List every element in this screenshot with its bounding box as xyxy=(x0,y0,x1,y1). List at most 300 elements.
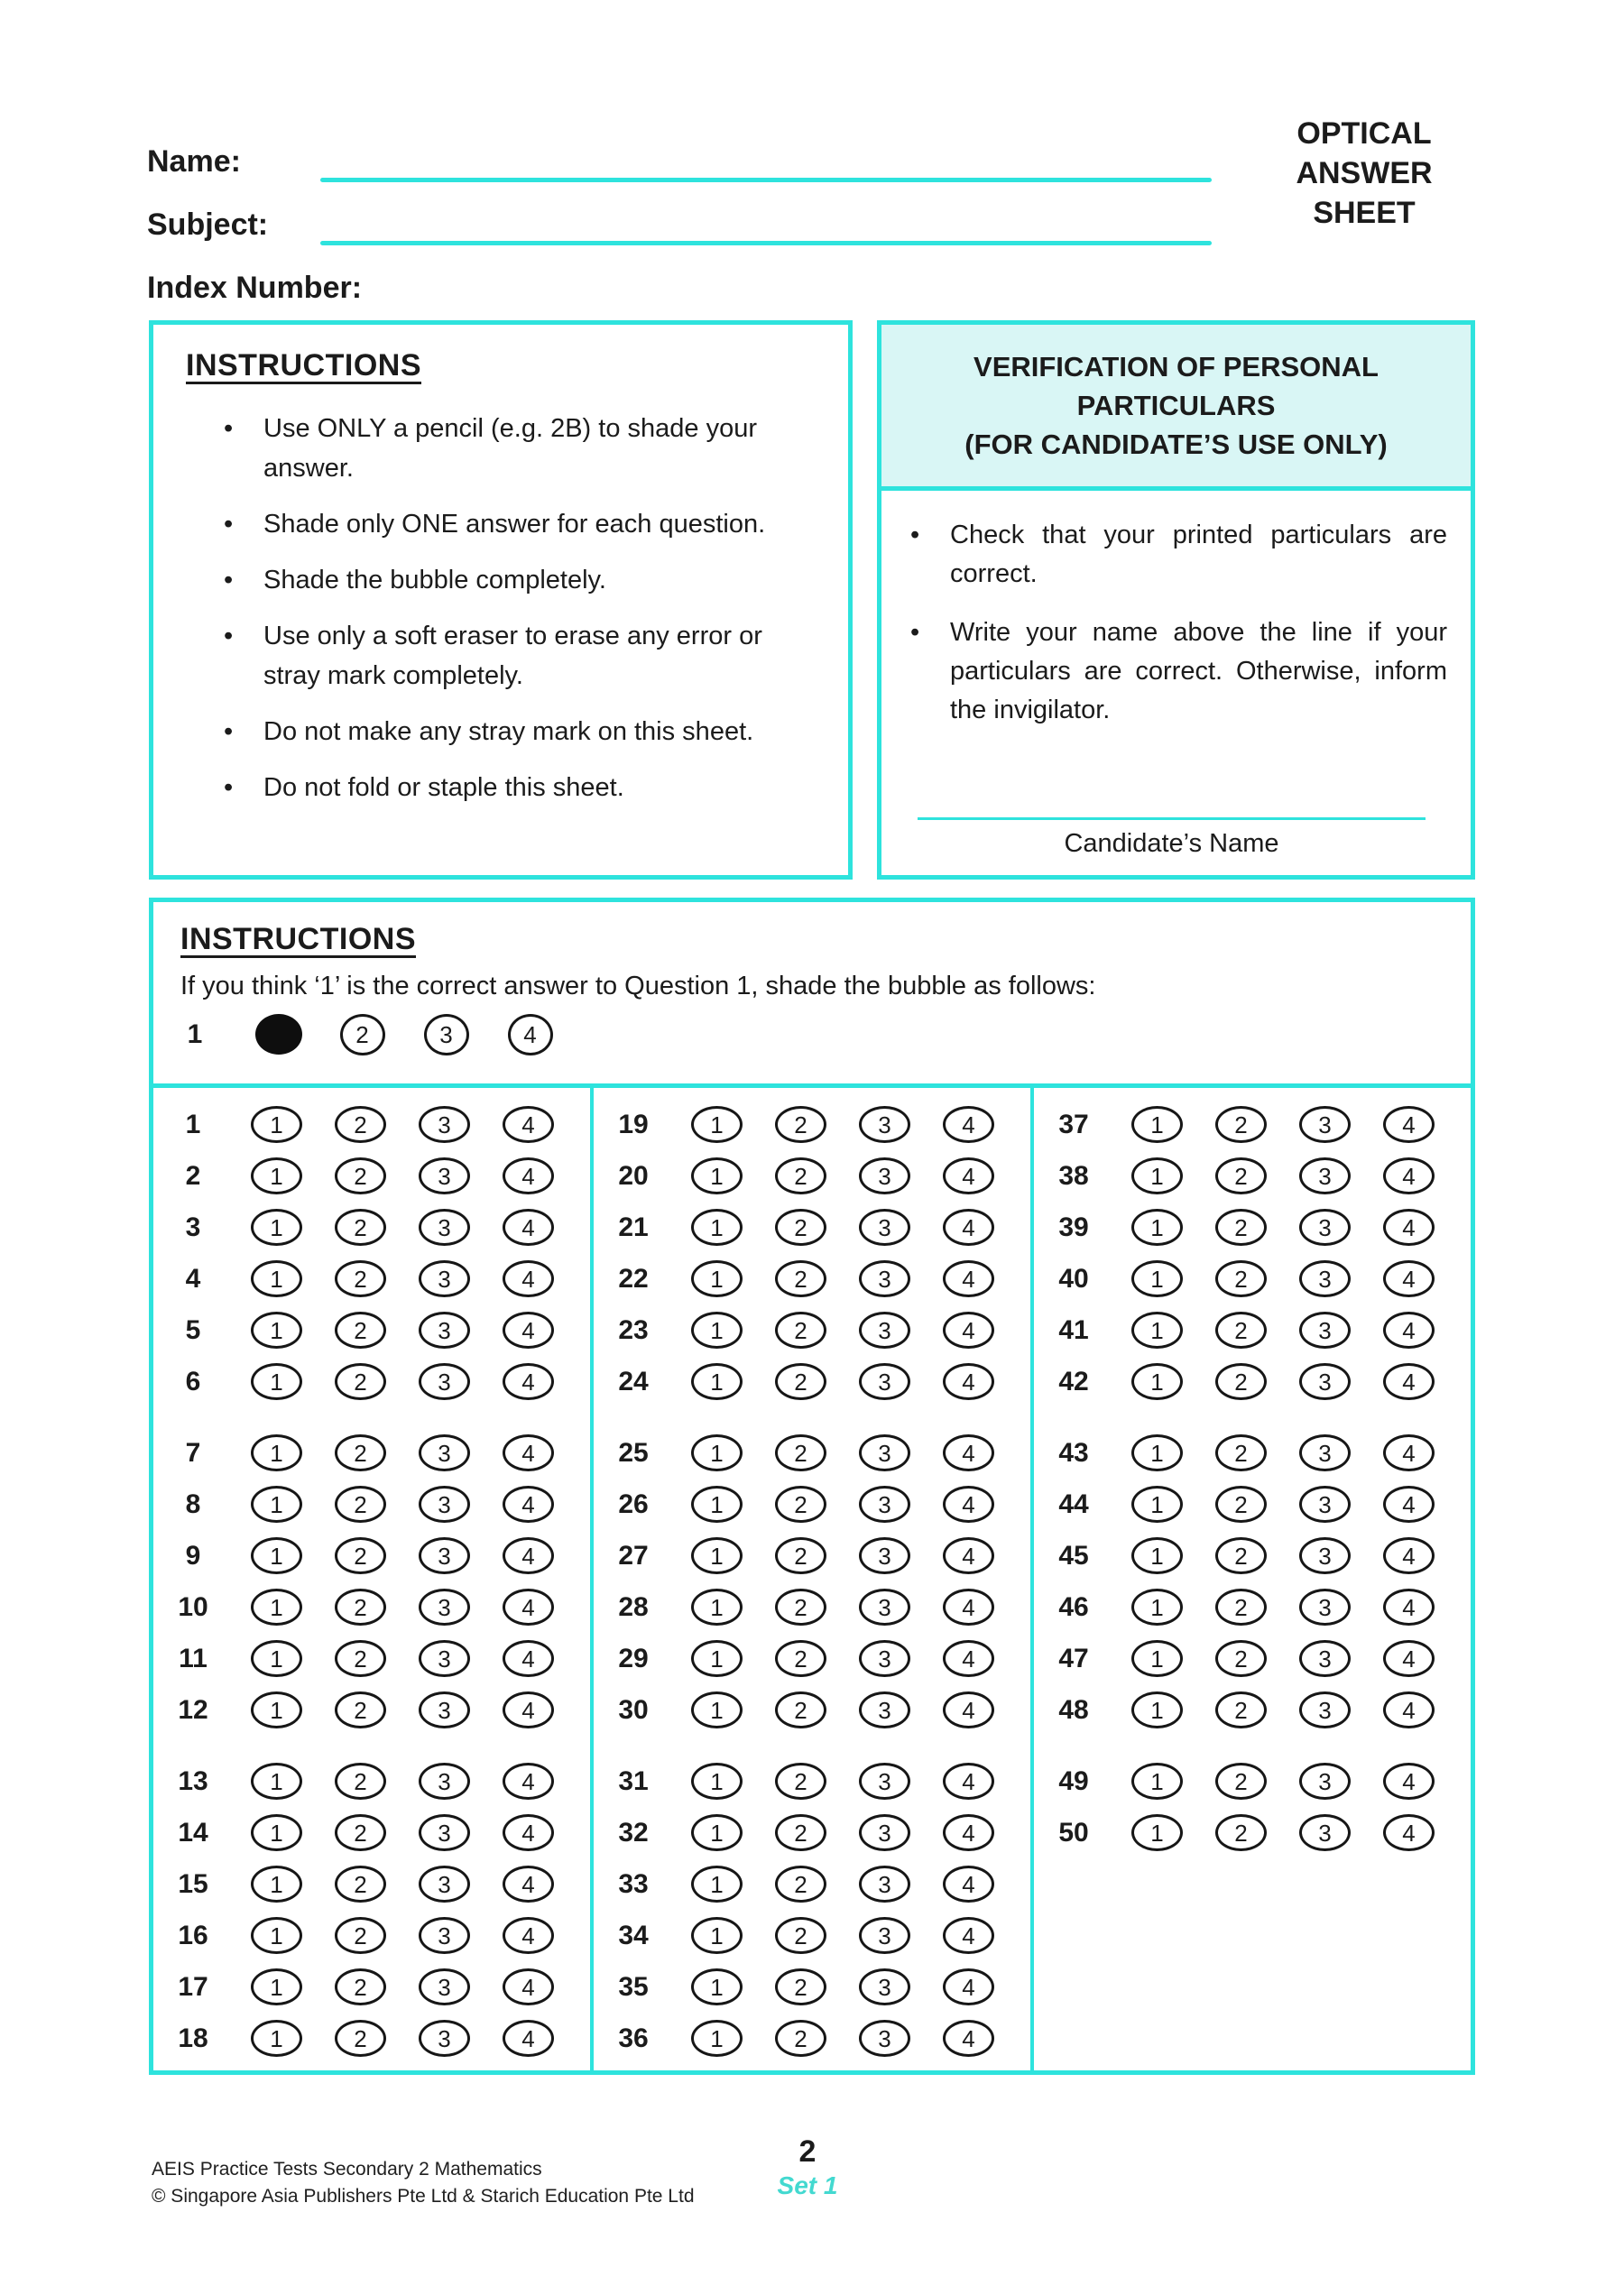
question-number-8: 8 xyxy=(185,1489,201,1519)
verification-title xyxy=(881,325,1471,491)
q39-bubble-option-2[interactable]: 2 xyxy=(1215,1209,1267,1246)
q29-bubble-option-4[interactable]: 4 xyxy=(943,1640,994,1677)
option-cell xyxy=(675,1763,759,1800)
option-cell xyxy=(843,1260,927,1297)
q5-bubble-option-4[interactable]: 4 xyxy=(503,1312,554,1349)
q10-bubble-option-3[interactable]: 3 xyxy=(419,1589,470,1626)
q10-bubble-option-4[interactable]: 4 xyxy=(503,1589,554,1626)
q48-bubble-option-2[interactable]: 2 xyxy=(1215,1691,1267,1728)
q32-bubble-option-2[interactable]: 2 xyxy=(775,1814,826,1851)
q14-bubble-option-4[interactable]: 4 xyxy=(503,1814,554,1851)
q31-bubble-option-2[interactable]: 2 xyxy=(775,1763,826,1800)
q20-bubble-option-1[interactable]: 1 xyxy=(691,1157,743,1194)
q26-bubble-option-2[interactable]: 2 xyxy=(775,1486,826,1523)
q8-bubble-option-4[interactable]: 4 xyxy=(503,1486,554,1523)
question-number-34: 34 xyxy=(618,1920,649,1950)
option-cell xyxy=(318,2020,402,2057)
answer-grid xyxy=(153,1088,1471,2070)
q40-bubble-option-4[interactable]: 4 xyxy=(1383,1260,1435,1297)
q27-bubble-option-4[interactable]: 4 xyxy=(943,1537,994,1574)
q22-bubble-option-1[interactable]: 1 xyxy=(691,1260,743,1297)
question-number-42: 42 xyxy=(1058,1366,1089,1396)
q30-bubble-option-1[interactable]: 1 xyxy=(691,1691,743,1728)
option-cell xyxy=(843,1106,927,1143)
q13-bubble-option-4[interactable]: 4 xyxy=(503,1763,554,1800)
q21-bubble-option-2[interactable]: 2 xyxy=(775,1209,826,1246)
question-number-6: 6 xyxy=(185,1366,201,1396)
question-number-13: 13 xyxy=(178,1765,208,1796)
q16-bubble-option-4[interactable]: 4 xyxy=(503,1917,554,1954)
subject-label: Subject: xyxy=(147,207,269,242)
q16-bubble-option-3[interactable]: 3 xyxy=(419,1917,470,1954)
question-row-16 xyxy=(166,1910,590,1961)
example-row xyxy=(168,1009,1444,1060)
q11-bubble-option-2[interactable]: 2 xyxy=(335,1640,386,1677)
q29-bubble-option-1[interactable]: 1 xyxy=(691,1640,743,1677)
q18-bubble-option-1[interactable]: 1 xyxy=(251,2020,302,2057)
q6-bubble-option-1[interactable]: 1 xyxy=(251,1363,302,1400)
option-cell xyxy=(759,1106,843,1143)
q2-bubble-option-1[interactable]: 1 xyxy=(251,1157,302,1194)
option-cell xyxy=(1115,1589,1199,1626)
q4-bubble-option-3[interactable]: 3 xyxy=(419,1260,470,1297)
q5-bubble-option-2[interactable]: 2 xyxy=(335,1312,386,1349)
option-cell xyxy=(486,1363,570,1400)
q25-bubble-option-1[interactable]: 1 xyxy=(691,1434,743,1471)
q36-bubble-option-3[interactable]: 3 xyxy=(859,2020,910,2057)
option-cell xyxy=(927,1157,1010,1194)
q12-bubble-option-3[interactable]: 3 xyxy=(419,1691,470,1728)
q15-bubble-option-4[interactable]: 4 xyxy=(503,1866,554,1903)
option-cell xyxy=(402,1814,486,1851)
option-cell xyxy=(1199,1486,1283,1523)
q46-bubble-option-4[interactable]: 4 xyxy=(1383,1589,1435,1626)
q30-bubble-option-2[interactable]: 2 xyxy=(775,1691,826,1728)
q14-bubble-option-3[interactable]: 3 xyxy=(419,1814,470,1851)
q13-bubble-option-3[interactable]: 3 xyxy=(419,1763,470,1800)
q34-bubble-option-1[interactable]: 1 xyxy=(691,1917,743,1954)
option-cell xyxy=(1283,1486,1367,1523)
q20-bubble-option-4[interactable]: 4 xyxy=(943,1157,994,1194)
q41-bubble-option-1[interactable]: 1 xyxy=(1131,1312,1183,1349)
q20-bubble-option-3[interactable]: 3 xyxy=(859,1157,910,1194)
option-cell xyxy=(486,1917,570,1954)
q49-bubble-option-3[interactable]: 3 xyxy=(1299,1763,1351,1800)
q4-bubble-option-1[interactable]: 1 xyxy=(251,1260,302,1297)
q28-bubble-option-4[interactable]: 4 xyxy=(943,1589,994,1626)
q30-bubble-option-3[interactable]: 3 xyxy=(859,1691,910,1728)
q28-bubble-option-1[interactable]: 1 xyxy=(691,1589,743,1626)
q24-bubble-option-4[interactable]: 4 xyxy=(943,1363,994,1400)
question-number-35: 35 xyxy=(618,1971,649,2002)
q12-bubble-option-4[interactable]: 4 xyxy=(503,1691,554,1728)
answer-grid-column-2 xyxy=(590,1088,1030,2070)
q8-bubble-option-3[interactable]: 3 xyxy=(419,1486,470,1523)
question-number-25: 25 xyxy=(618,1437,649,1468)
q24-bubble-option-1[interactable]: 1 xyxy=(691,1363,743,1400)
q24-bubble-option-2[interactable]: 2 xyxy=(775,1363,826,1400)
q42-bubble-option-3[interactable]: 3 xyxy=(1299,1363,1351,1400)
bullet-marker: • xyxy=(224,566,234,594)
q18-bubble-option-2[interactable]: 2 xyxy=(335,2020,386,2057)
q26-bubble-option-1[interactable]: 1 xyxy=(691,1486,743,1523)
q28-bubble-option-3[interactable]: 3 xyxy=(859,1589,910,1626)
question-row-12 xyxy=(166,1684,590,1736)
q25-bubble-option-3[interactable]: 3 xyxy=(859,1434,910,1471)
q10-bubble-option-2[interactable]: 2 xyxy=(335,1589,386,1626)
q47-bubble-option-1[interactable]: 1 xyxy=(1131,1640,1183,1677)
question-row-6 xyxy=(166,1356,590,1407)
footer-credits xyxy=(152,2156,695,2210)
q4-bubble-option-2[interactable]: 2 xyxy=(335,1260,386,1297)
q33-bubble-option-1[interactable]: 1 xyxy=(691,1866,743,1903)
q23-bubble-option-1[interactable]: 1 xyxy=(691,1312,743,1349)
option-cell xyxy=(1199,1260,1283,1297)
q46-bubble-option-1[interactable]: 1 xyxy=(1131,1589,1183,1626)
question-row-28 xyxy=(606,1581,1030,1633)
q19-bubble-option-2[interactable]: 2 xyxy=(775,1106,826,1143)
q49-bubble-option-4[interactable]: 4 xyxy=(1383,1763,1435,1800)
q35-bubble-option-4[interactable]: 4 xyxy=(943,1968,994,2005)
q44-bubble-option-3[interactable]: 3 xyxy=(1299,1486,1351,1523)
q3-bubble-option-4[interactable]: 4 xyxy=(503,1209,554,1246)
question-row-26 xyxy=(606,1479,1030,1530)
q35-bubble-option-3[interactable]: 3 xyxy=(859,1968,910,2005)
q31-bubble-option-1[interactable]: 1 xyxy=(691,1763,743,1800)
option-cell xyxy=(759,1434,843,1471)
question-group-3-1 xyxy=(1047,1099,1471,1407)
q49-bubble-option-1[interactable]: 1 xyxy=(1131,1763,1183,1800)
question-group-2-1 xyxy=(606,1099,1030,1407)
q40-bubble-option-1[interactable]: 1 xyxy=(1131,1260,1183,1297)
option-cell xyxy=(486,1486,570,1523)
option-cell xyxy=(1283,1106,1367,1143)
q14-bubble-option-1[interactable]: 1 xyxy=(251,1814,302,1851)
q6-bubble-option-3[interactable]: 3 xyxy=(419,1363,470,1400)
q3-bubble-option-3[interactable]: 3 xyxy=(419,1209,470,1246)
q27-bubble-option-3[interactable]: 3 xyxy=(859,1537,910,1574)
q34-bubble-option-2[interactable]: 2 xyxy=(775,1917,826,1954)
q2-bubble-option-3[interactable]: 3 xyxy=(419,1157,470,1194)
q14-bubble-option-2[interactable]: 2 xyxy=(335,1814,386,1851)
q39-bubble-option-4[interactable]: 4 xyxy=(1383,1209,1435,1246)
q9-bubble-option-1[interactable]: 1 xyxy=(251,1537,302,1574)
option-cell xyxy=(1115,1763,1199,1800)
q27-bubble-option-1[interactable]: 1 xyxy=(691,1537,743,1574)
q29-bubble-option-2[interactable]: 2 xyxy=(775,1640,826,1677)
q33-bubble-option-3[interactable]: 3 xyxy=(859,1866,910,1903)
option-cell xyxy=(927,1434,1010,1471)
q40-bubble-option-3[interactable]: 3 xyxy=(1299,1260,1351,1297)
q50-bubble-option-3[interactable]: 3 xyxy=(1299,1814,1351,1851)
q37-bubble-option-1[interactable]: 1 xyxy=(1131,1106,1183,1143)
q39-bubble-option-1[interactable]: 1 xyxy=(1131,1209,1183,1246)
set-label: Set 1 xyxy=(777,2171,838,2199)
q1-bubble-option-4[interactable]: 4 xyxy=(503,1106,554,1143)
q29-bubble-option-3[interactable]: 3 xyxy=(859,1640,910,1677)
q47-bubble-option-3[interactable]: 3 xyxy=(1299,1640,1351,1677)
q45-bubble-option-4[interactable]: 4 xyxy=(1383,1537,1435,1574)
question-number-11: 11 xyxy=(179,1643,208,1673)
q34-bubble-option-4[interactable]: 4 xyxy=(943,1917,994,1954)
q6-bubble-option-2[interactable]: 2 xyxy=(335,1363,386,1400)
footer-page-info xyxy=(722,2134,893,2200)
q48-bubble-option-3[interactable]: 3 xyxy=(1299,1691,1351,1728)
option-cell xyxy=(486,1640,570,1677)
q28-bubble-option-2[interactable]: 2 xyxy=(775,1589,826,1626)
q26-bubble-option-4[interactable]: 4 xyxy=(943,1486,994,1523)
q36-bubble-option-4[interactable]: 4 xyxy=(943,2020,994,2057)
option-cell xyxy=(402,1363,486,1400)
q5-bubble-option-1[interactable]: 1 xyxy=(251,1312,302,1349)
option-cell xyxy=(675,1866,759,1903)
q34-bubble-option-3[interactable]: 3 xyxy=(859,1917,910,1954)
q16-bubble-option-1[interactable]: 1 xyxy=(251,1917,302,1954)
instruction-bullet-text-3: Shade the bubble completely. xyxy=(263,566,606,594)
q36-bubble-option-2[interactable]: 2 xyxy=(775,2020,826,2057)
option-cell xyxy=(1115,1814,1199,1851)
q37-bubble-option-3[interactable]: 3 xyxy=(1299,1106,1351,1143)
q37-bubble-option-2[interactable]: 2 xyxy=(1215,1106,1267,1143)
q48-bubble-option-1[interactable]: 1 xyxy=(1131,1691,1183,1728)
q43-bubble-option-4[interactable]: 4 xyxy=(1383,1434,1435,1471)
option-cell xyxy=(1367,1312,1451,1349)
question-number-46: 46 xyxy=(1058,1591,1089,1622)
option-cell xyxy=(843,1691,927,1728)
q15-bubble-option-3[interactable]: 3 xyxy=(419,1866,470,1903)
q50-bubble-option-2[interactable]: 2 xyxy=(1215,1814,1267,1851)
q27-bubble-option-2[interactable]: 2 xyxy=(775,1537,826,1574)
q45-bubble-option-3[interactable]: 3 xyxy=(1299,1537,1351,1574)
q39-bubble-option-3[interactable]: 3 xyxy=(1299,1209,1351,1246)
q23-bubble-option-2[interactable]: 2 xyxy=(775,1312,826,1349)
q15-bubble-option-1[interactable]: 1 xyxy=(251,1866,302,1903)
subject-input-line[interactable] xyxy=(320,241,1212,245)
option-cell xyxy=(675,1363,759,1400)
q35-bubble-option-1[interactable]: 1 xyxy=(691,1968,743,2005)
q2-bubble-option-4[interactable]: 4 xyxy=(503,1157,554,1194)
q3-bubble-option-2[interactable]: 2 xyxy=(335,1209,386,1246)
q46-bubble-option-3[interactable]: 3 xyxy=(1299,1589,1351,1626)
q33-bubble-option-2[interactable]: 2 xyxy=(775,1866,826,1903)
q41-bubble-option-4[interactable]: 4 xyxy=(1383,1312,1435,1349)
option-cell xyxy=(675,1640,759,1677)
q11-bubble-option-1[interactable]: 1 xyxy=(251,1640,302,1677)
q7-bubble-option-2[interactable]: 2 xyxy=(335,1434,386,1471)
option-cell xyxy=(318,1106,402,1143)
q47-bubble-option-4[interactable]: 4 xyxy=(1383,1640,1435,1677)
question-number-43: 43 xyxy=(1058,1437,1089,1468)
q17-bubble-option-3[interactable]: 3 xyxy=(419,1968,470,2005)
q9-bubble-option-4[interactable]: 4 xyxy=(503,1537,554,1574)
q43-bubble-option-2[interactable]: 2 xyxy=(1215,1434,1267,1471)
option-cell xyxy=(235,1486,318,1523)
q26-bubble-option-3[interactable]: 3 xyxy=(859,1486,910,1523)
q25-bubble-option-2[interactable]: 2 xyxy=(775,1434,826,1471)
q11-bubble-option-3[interactable]: 3 xyxy=(419,1640,470,1677)
option-cell xyxy=(1115,1486,1199,1523)
question-number-9: 9 xyxy=(185,1540,201,1571)
name-input-line[interactable] xyxy=(320,178,1212,182)
q20-bubble-option-2[interactable]: 2 xyxy=(775,1157,826,1194)
q43-bubble-option-1[interactable]: 1 xyxy=(1131,1434,1183,1471)
option-cell xyxy=(402,1312,486,1349)
q2-bubble-option-2[interactable]: 2 xyxy=(335,1157,386,1194)
q17-bubble-option-1[interactable]: 1 xyxy=(251,1968,302,2005)
option-cell xyxy=(235,1917,318,1954)
q8-bubble-option-2[interactable]: 2 xyxy=(335,1486,386,1523)
q33-bubble-option-4[interactable]: 4 xyxy=(943,1866,994,1903)
option-cell xyxy=(759,1814,843,1851)
q13-bubble-option-2[interactable]: 2 xyxy=(335,1763,386,1800)
option-cell xyxy=(843,1434,927,1471)
q9-bubble-option-3[interactable]: 3 xyxy=(419,1537,470,1574)
option-cell xyxy=(235,1640,318,1677)
q31-bubble-option-4[interactable]: 4 xyxy=(943,1763,994,1800)
q42-bubble-option-1[interactable]: 1 xyxy=(1131,1363,1183,1400)
question-group-3-2 xyxy=(1047,1427,1471,1736)
q25-bubble-option-4[interactable]: 4 xyxy=(943,1434,994,1471)
option-cell xyxy=(843,1763,927,1800)
q19-bubble-option-1[interactable]: 1 xyxy=(691,1106,743,1143)
question-number-49: 49 xyxy=(1058,1765,1089,1796)
instruction-bullet-1 xyxy=(186,409,823,488)
q50-bubble-option-1[interactable]: 1 xyxy=(1131,1814,1183,1851)
q45-bubble-option-1[interactable]: 1 xyxy=(1131,1537,1183,1574)
option-cell xyxy=(759,1866,843,1903)
q7-bubble-option-3[interactable]: 3 xyxy=(419,1434,470,1471)
q49-bubble-option-2[interactable]: 2 xyxy=(1215,1763,1267,1800)
example-option-cell xyxy=(320,1014,404,1055)
q7-bubble-option-4[interactable]: 4 xyxy=(503,1434,554,1471)
q47-bubble-option-2[interactable]: 2 xyxy=(1215,1640,1267,1677)
q1-bubble-option-2[interactable]: 2 xyxy=(335,1106,386,1143)
q37-bubble-option-4[interactable]: 4 xyxy=(1383,1106,1435,1143)
q12-bubble-option-1[interactable]: 1 xyxy=(251,1691,302,1728)
q50-bubble-option-4[interactable]: 4 xyxy=(1383,1814,1435,1851)
option-cell xyxy=(318,1209,402,1246)
option-cell xyxy=(675,1106,759,1143)
q45-bubble-option-2[interactable]: 2 xyxy=(1215,1537,1267,1574)
q22-bubble-option-3[interactable]: 3 xyxy=(859,1260,910,1297)
q38-bubble-option-2[interactable]: 2 xyxy=(1215,1157,1267,1194)
verification-bullet-2 xyxy=(896,613,1447,730)
option-cell xyxy=(402,1968,486,2005)
q41-bubble-option-2[interactable]: 2 xyxy=(1215,1312,1267,1349)
q17-bubble-option-4[interactable]: 4 xyxy=(503,1968,554,2005)
q19-bubble-option-3[interactable]: 3 xyxy=(859,1106,910,1143)
option-cell xyxy=(402,1434,486,1471)
q23-bubble-option-4[interactable]: 4 xyxy=(943,1312,994,1349)
q22-bubble-option-2[interactable]: 2 xyxy=(775,1260,826,1297)
q31-bubble-option-3[interactable]: 3 xyxy=(859,1763,910,1800)
question-number-23: 23 xyxy=(618,1314,649,1345)
q46-bubble-option-2[interactable]: 2 xyxy=(1215,1589,1267,1626)
q36-bubble-option-1[interactable]: 1 xyxy=(691,2020,743,2057)
q19-bubble-option-4[interactable]: 4 xyxy=(943,1106,994,1143)
q43-bubble-option-3[interactable]: 3 xyxy=(1299,1434,1351,1471)
q18-bubble-option-4[interactable]: 4 xyxy=(503,2020,554,2057)
instruction-bullet-text-5: Do not make any stray mark on this sheet. xyxy=(263,717,754,746)
question-row-33 xyxy=(606,1858,1030,1910)
question-row-20 xyxy=(606,1150,1030,1202)
q8-bubble-option-1[interactable]: 1 xyxy=(251,1486,302,1523)
question-row-10 xyxy=(166,1581,590,1633)
option-cell xyxy=(486,1814,570,1851)
q15-bubble-option-2[interactable]: 2 xyxy=(335,1866,386,1903)
option-cell xyxy=(235,1814,318,1851)
q32-bubble-option-4[interactable]: 4 xyxy=(943,1814,994,1851)
q10-bubble-option-1[interactable]: 1 xyxy=(251,1589,302,1626)
q32-bubble-option-3[interactable]: 3 xyxy=(859,1814,910,1851)
option-cell xyxy=(1115,1691,1199,1728)
instruction-bullet-2 xyxy=(186,504,823,544)
option-cell xyxy=(402,2020,486,2057)
option-cell xyxy=(1283,1763,1367,1800)
question-group-1-1 xyxy=(166,1099,590,1407)
q13-bubble-option-1[interactable]: 1 xyxy=(251,1763,302,1800)
option-cell xyxy=(235,1537,318,1574)
example-shaded-bubble-option-1 xyxy=(255,1014,302,1055)
question-group-3-3 xyxy=(1047,1756,1471,1858)
q30-bubble-option-4[interactable]: 4 xyxy=(943,1691,994,1728)
q44-bubble-option-1[interactable]: 1 xyxy=(1131,1486,1183,1523)
q35-bubble-option-2[interactable]: 2 xyxy=(775,1968,826,2005)
q12-bubble-option-2[interactable]: 2 xyxy=(335,1691,386,1728)
page-number: 2 xyxy=(798,2134,817,2169)
q3-bubble-option-1[interactable]: 1 xyxy=(251,1209,302,1246)
q38-bubble-option-3[interactable]: 3 xyxy=(1299,1157,1351,1194)
q7-bubble-option-1[interactable]: 1 xyxy=(251,1434,302,1471)
answer-instructions-text: If you think ‘1’ is the correct answer to Question 1, shade the bubble as follows: xyxy=(180,972,1096,1000)
q24-bubble-option-3[interactable]: 3 xyxy=(859,1363,910,1400)
q44-bubble-option-2[interactable]: 2 xyxy=(1215,1486,1267,1523)
q18-bubble-option-3[interactable]: 3 xyxy=(419,2020,470,2057)
option-cell xyxy=(1115,1640,1199,1677)
option-cell xyxy=(1199,1763,1283,1800)
q17-bubble-option-2[interactable]: 2 xyxy=(335,1968,386,2005)
q6-bubble-option-4[interactable]: 4 xyxy=(503,1363,554,1400)
q42-bubble-option-2[interactable]: 2 xyxy=(1215,1363,1267,1400)
q48-bubble-option-4[interactable]: 4 xyxy=(1383,1691,1435,1728)
q32-bubble-option-1[interactable]: 1 xyxy=(691,1814,743,1851)
bullet-marker: • xyxy=(224,717,234,746)
q11-bubble-option-4[interactable]: 4 xyxy=(503,1640,554,1677)
q38-bubble-option-1[interactable]: 1 xyxy=(1131,1157,1183,1194)
q44-bubble-option-4[interactable]: 4 xyxy=(1383,1486,1435,1523)
q1-bubble-option-3[interactable]: 3 xyxy=(419,1106,470,1143)
q22-bubble-option-4[interactable]: 4 xyxy=(943,1260,994,1297)
q5-bubble-option-3[interactable]: 3 xyxy=(419,1312,470,1349)
question-number-38: 38 xyxy=(1058,1160,1089,1191)
option-cell xyxy=(843,1866,927,1903)
question-row-41 xyxy=(1047,1304,1471,1356)
q23-bubble-option-3[interactable]: 3 xyxy=(859,1312,910,1349)
question-number-30: 30 xyxy=(618,1694,649,1725)
q38-bubble-option-4[interactable]: 4 xyxy=(1383,1157,1435,1194)
q40-bubble-option-2[interactable]: 2 xyxy=(1215,1260,1267,1297)
q16-bubble-option-2[interactable]: 2 xyxy=(335,1917,386,1954)
q9-bubble-option-2[interactable]: 2 xyxy=(335,1537,386,1574)
q42-bubble-option-4[interactable]: 4 xyxy=(1383,1363,1435,1400)
q4-bubble-option-4[interactable]: 4 xyxy=(503,1260,554,1297)
q21-bubble-option-3[interactable]: 3 xyxy=(859,1209,910,1246)
q21-bubble-option-1[interactable]: 1 xyxy=(691,1209,743,1246)
q41-bubble-option-3[interactable]: 3 xyxy=(1299,1312,1351,1349)
question-group-1-3 xyxy=(166,1756,590,2064)
q1-bubble-option-1[interactable]: 1 xyxy=(251,1106,302,1143)
q21-bubble-option-4[interactable]: 4 xyxy=(943,1209,994,1246)
